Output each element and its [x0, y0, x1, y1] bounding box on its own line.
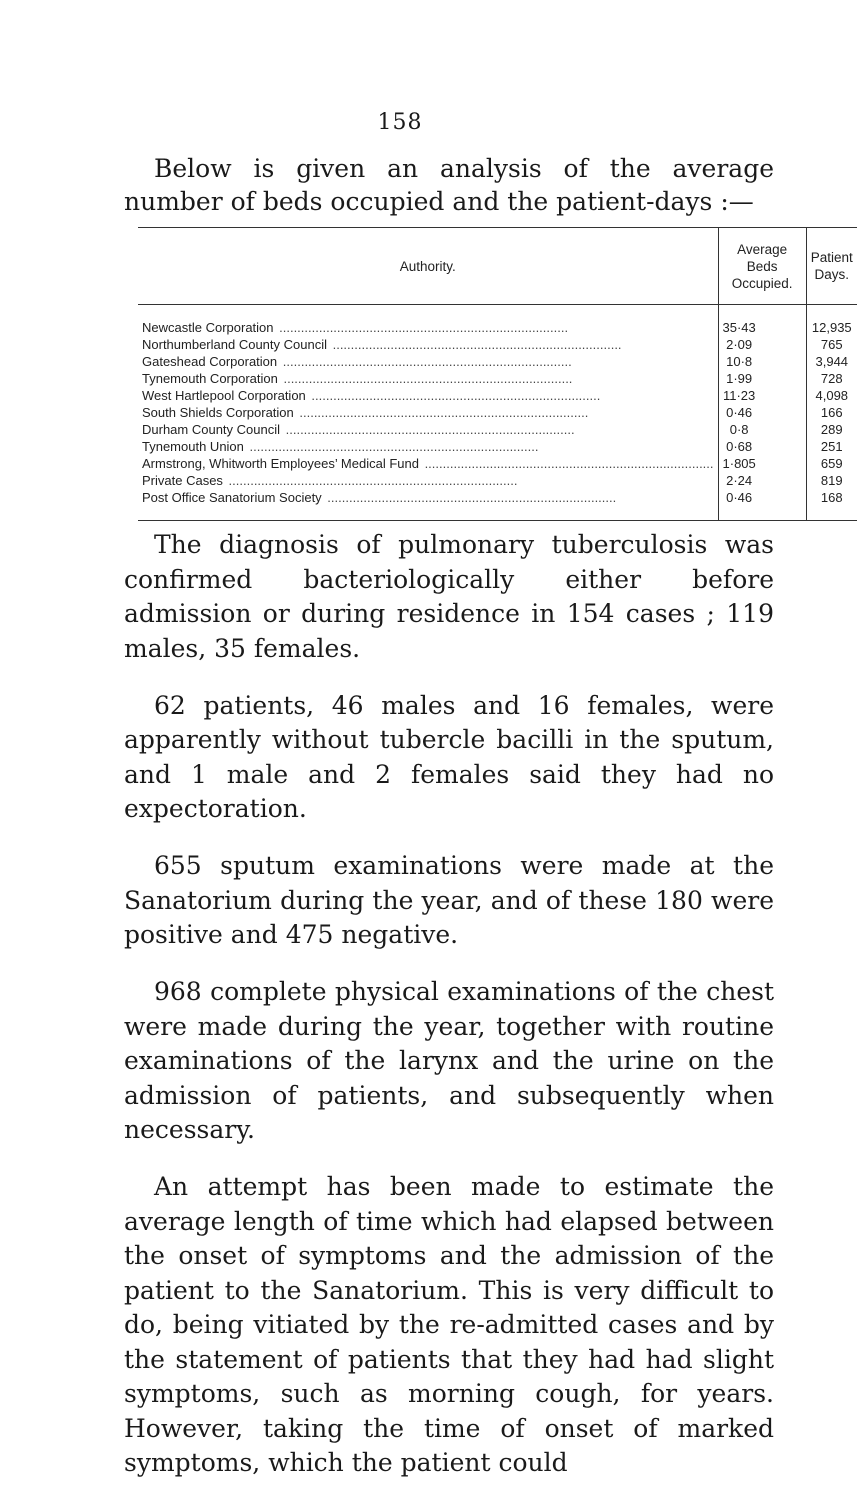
table-row	[138, 472, 857, 489]
authority-name: Northumberland County Council	[142, 337, 327, 352]
table-row	[138, 489, 857, 521]
authority-cell	[138, 305, 718, 337]
beds-occupied-cell: 0·46	[718, 404, 806, 421]
table-row	[138, 370, 857, 387]
patient-days-cell: 289	[820, 422, 843, 437]
leader-dots: ................................................................................	[279, 354, 572, 369]
table-row	[138, 421, 857, 438]
beds-occupied-cell: 35·43	[718, 305, 806, 337]
body-paragraph: The diagnosis of pulmonary tuberculosis was confirmed bacteriologically either before admission or during residence in 154 cases ; 119 males, 35 females.	[124, 530, 774, 663]
beds-occupied-cell: 2·09	[718, 336, 806, 353]
intro-paragraph: Below is given an analysis of the average number of beds occupied and the patient-days :—	[124, 154, 774, 216]
authority-cell	[138, 370, 718, 387]
table-row	[138, 353, 857, 370]
leader-dots: ................................................................................	[279, 371, 573, 386]
beds-occupied-cell: 0·46	[718, 489, 806, 521]
authority-cell	[138, 336, 718, 353]
beds-occupied-cell: 0·68	[718, 438, 806, 455]
authority-cell	[138, 455, 718, 472]
authority-name: Armstrong, Whitworth Employees’ Medical Fund	[142, 456, 419, 471]
table-row	[138, 336, 857, 353]
leader-dots: ................................................................................	[282, 422, 575, 437]
leader-dots: ................................................................................	[420, 456, 714, 471]
table-row	[138, 387, 857, 404]
beds-table	[138, 227, 857, 521]
authority-name: Post Office Sanatorium Society	[142, 490, 322, 505]
beds-occupied-cell: 10·8	[718, 353, 806, 370]
leader-dots: ................................................................................	[307, 388, 601, 403]
authority-name: Durham County Council	[142, 422, 281, 437]
page-number: 158	[377, 110, 423, 135]
patient-days-cell: 3,944	[815, 354, 849, 369]
authority-name: Tynemouth Corporation	[142, 371, 278, 386]
beds-occupied-cell: 1·99	[718, 370, 806, 387]
table-header-row	[138, 228, 857, 305]
patient-days-cell: 251	[820, 439, 843, 454]
authority-name: Tynemouth Union	[142, 439, 244, 454]
authority-name: Gateshead Corporation	[142, 354, 278, 369]
authority-cell	[138, 353, 718, 370]
table-row	[138, 455, 857, 472]
table-body	[138, 305, 857, 521]
beds-occupied-cell: 0·8	[718, 421, 806, 438]
patient-days-cell: 12,935	[811, 320, 852, 335]
patient-days-cell: 4,098	[815, 388, 849, 403]
header-authority: Authority.	[138, 228, 718, 305]
body-paragraph: 62 patients, 46 males and 16 females, were apparently without tubercle bacilli in the sputum, and 1 male and 2 females said they had no expectoration.	[124, 690, 774, 823]
beds-occupied-cell: 1·805	[718, 455, 806, 472]
body-paragraph: 968 complete physical examinations of the chest were made during the year, together with routine examinations of the larynx and the urine on the admission of patients, and subsequently when necessary.	[124, 977, 774, 1144]
authority-cell	[138, 421, 718, 438]
authority-cell	[138, 404, 718, 421]
authority-name: West Hartlepool Corporation	[142, 388, 306, 403]
authority-cell	[138, 489, 718, 521]
leader-dots: ................................................................................	[224, 473, 518, 488]
patient-days-cell: 765	[820, 337, 843, 352]
patient-days-cell: 819	[820, 473, 843, 488]
beds-occupied-cell: 2·24	[718, 472, 806, 489]
patient-days-cell: 659	[820, 456, 843, 471]
leader-dots: ................................................................................	[328, 337, 622, 352]
header-patient-days: Patient Days.	[806, 228, 857, 305]
leader-dots: ................................................................................	[275, 320, 569, 335]
body-text	[124, 528, 774, 1503]
authority-name: Newcastle Corporation	[142, 320, 274, 335]
header-beds-occupied: Average Beds Occupied.	[718, 228, 806, 305]
body-paragraph: An attempt has been made to estimate the average length of time which had elapsed between the onset of symptoms and the admission of the patient to the Sanatorium. This is very difficult to do, being vitiated by the re-admitted cases and by the statement of patients that they had had slight symptoms, such as morning cough, for years. However, taking the time of onset of marked symptoms, which the patient could	[124, 1172, 774, 1477]
table-row	[138, 438, 857, 455]
authority-cell	[138, 438, 718, 455]
leader-dots: ................................................................................	[295, 405, 589, 420]
table-row	[138, 404, 857, 421]
body-paragraph: 655 sputum examinations were made at the Sanatorium during the year, and of these 180 were positive and 475 negative.	[124, 851, 774, 949]
authority-name: Private Cases	[142, 473, 223, 488]
leader-dots: ................................................................................	[323, 490, 617, 505]
table-row	[138, 305, 857, 337]
patient-days-cell: 168	[806, 489, 857, 521]
authority-name: South Shields Corporation	[142, 405, 294, 420]
patient-days-cell: 166	[820, 405, 843, 420]
patient-days-cell: 728	[820, 371, 843, 386]
leader-dots: ................................................................................	[245, 439, 539, 454]
authority-cell	[138, 387, 718, 404]
beds-occupied-cell: 11·23	[718, 387, 806, 404]
authority-cell	[138, 472, 718, 489]
